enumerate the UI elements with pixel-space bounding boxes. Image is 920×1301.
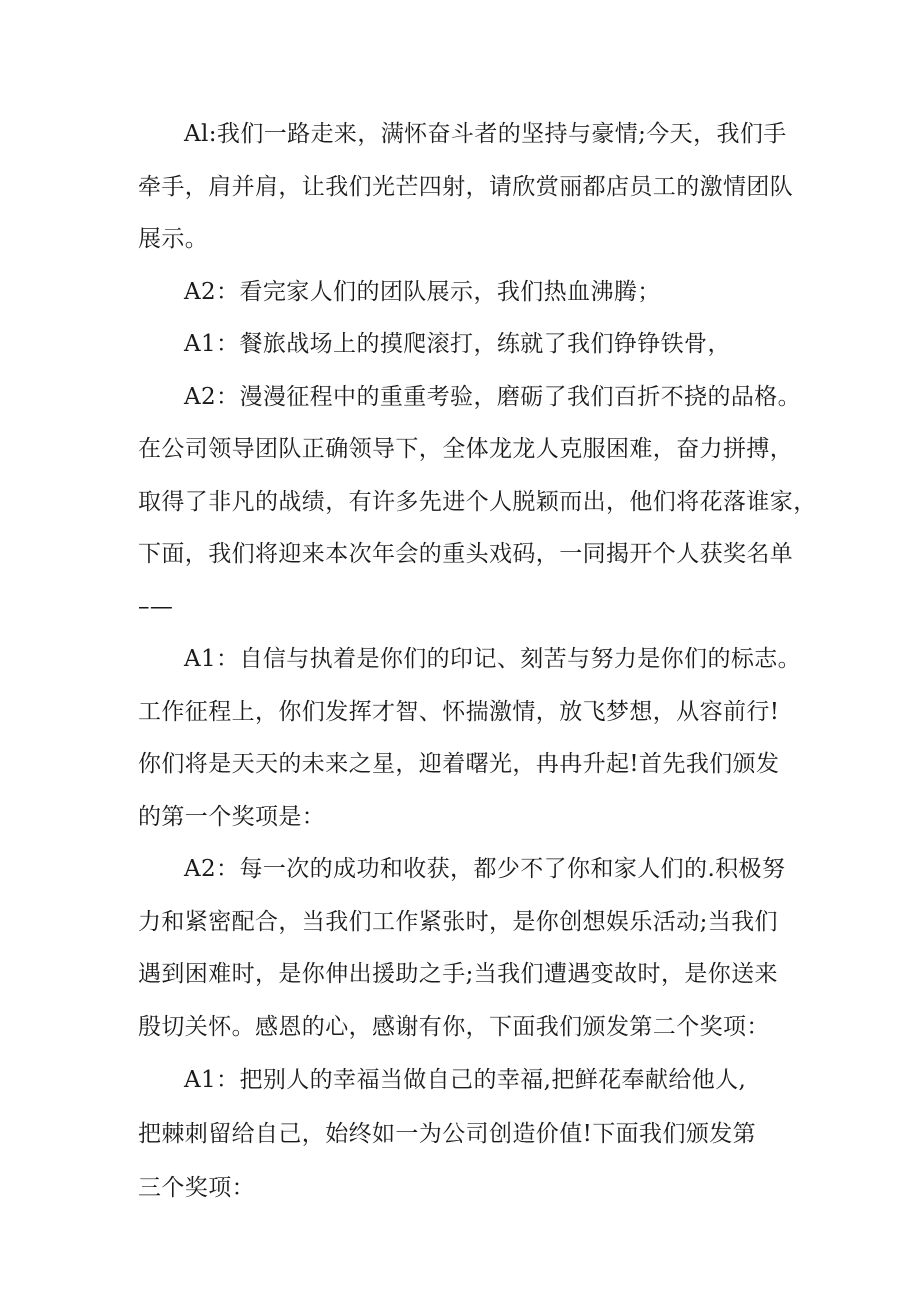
paragraph-1 [138,108,798,266]
paragraph-7 [138,1053,798,1215]
paragraph-6 [138,843,798,1053]
text-line: A2：每一次的成功和收获，都少不了你和家人们的.积极努 [184,856,786,882]
text-line: 三个奖项： [138,1175,255,1201]
text-line: A1：餐旅战场上的摸爬滚打，练就了我们铮铮铁骨， [184,331,731,357]
text-line: A2：漫漫征程中的重重考验，磨砺了我们百折不挠的品格。 [184,383,802,410]
text-line: 你们将是天天的未来之星，迎着曙光，冉冉升起!首先我们颁发 [138,751,780,777]
text-line: 展示。 [138,226,209,252]
text-line: 工作征程上，你们发挥才智、怀揣激情，放飞梦想，从容前行! [138,698,780,725]
paragraph-5 [138,633,802,843]
text-line: –— [138,593,174,620]
text-line: 取得了非凡的战绩，有许多先进个人脱颖而出，他们将花落谁家， [138,488,817,515]
text-line: 在公司领导团队正确领导下，全体龙龙人克服困难，奋力拼搏， [138,436,794,462]
paragraph-3 [138,318,798,371]
text-line: 遇到困难时，是你伸出援助之手;当我们遭遇变故时，是你送来 [138,961,778,987]
text-line: 把棘刺留给自己，始终如一为公司创造价值!下面我们颁发第 [138,1121,757,1147]
paragraph-4 [138,371,817,634]
text-line: 的第一个奖项是： [138,803,326,830]
text-line: 下面，我们将迎来本次年会的重头戏码，一同揭开个人获奖名单 [138,541,794,567]
document-body [138,108,817,1215]
text-line: A2：看完家人们的团队展示，我们热血沸腾； [184,278,661,305]
text-line: Al:我们一路走来，满怀奋斗者的坚持与豪情;今天，我们手 [184,121,787,147]
text-line: 力和紧密配合，当我们工作紧张时，是你创想娱乐活动;当我们 [138,908,778,935]
text-line: A1：把别人的幸福当做自己的幸福,把鲜花奉献给他人, [184,1067,747,1093]
text-line: 殷切关怀。感恩的心，感谢有你，下面我们颁发第二个奖项： [138,1013,770,1040]
paragraph-2 [138,266,798,319]
text-line: 牵手，肩并肩，让我们光芒四射，请欣赏丽都店员工的激情团队 [138,173,794,200]
text-line: A1：自信与执着是你们的印记、刻苦与努力是你们的标志。 [184,646,802,672]
